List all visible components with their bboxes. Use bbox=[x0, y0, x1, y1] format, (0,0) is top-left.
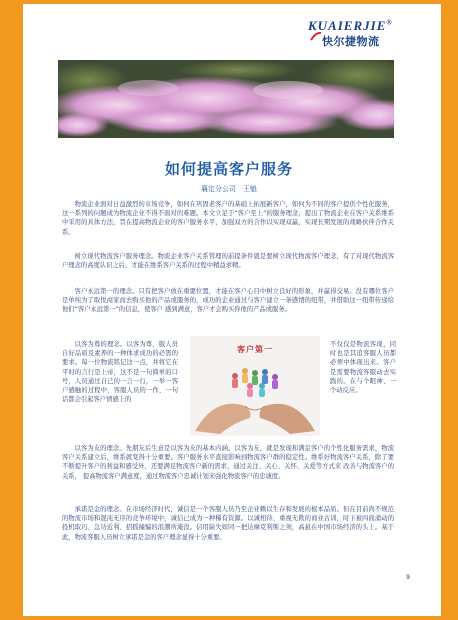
customer-first-photo bbox=[190, 336, 320, 436]
blossom-banner-illustration bbox=[58, 60, 394, 138]
article-paragraph-promise: 承诺是金的理念。在市场经济时代，诚信是一个客服人员乃至企业赖以生存和发展的根本品质。但在目前尚不规范的物流市场和混沌无序的竞争环境中，诚信已成为一种稀有资源。以诚相待、重视无欺的商业古训，时下被四面涌动的投机取巧、急功近利、招摇撞骗的浪潮所淹没。信用缺失如同一把达摩克利斯之剑，高悬在中国市场经济的头上。基于此，物流客服人员树立承诺是金的客户理念显得十分重要。 bbox=[62, 506, 394, 541]
page-border-right bbox=[441, 0, 458, 620]
article-paragraph-concept: 树立现代物流客户服务理念。物流企业客户关系管理的前提条件就是要树立现代物流客户理念，有了对现代物流客户理念的高度认识之后，才能在维系客户关系的过程中精益求精。 bbox=[62, 253, 394, 270]
page-border-bottom bbox=[0, 616, 458, 620]
page-number: 9 bbox=[406, 574, 410, 581]
article-column-right: 不仅仅是物流客现，同时也是其追客服人员都必须中体现出来。客户是需要物流客服动去实践的。在与个眼神、一个动反应。 bbox=[330, 341, 396, 395]
page-border-left bbox=[0, 0, 23, 620]
article-column-left: 以客为尊的理念。以客为尊，服人员自好品质及素养的一种体求成功的必需的要求。每一位物流铭记这一点，并将它在平时的言行是上帝，这不是一句简单的口号，人员通过自己的一言一行，一举一客户感触的过程中，客服人员的一作、一句话都会引起客户情感上的 bbox=[62, 341, 178, 404]
logo-registered-mark: ® bbox=[386, 18, 393, 27]
company-logo bbox=[308, 18, 418, 48]
logo-swoosh-icon bbox=[310, 30, 322, 42]
logo-brand-word: KUAIERJIE bbox=[308, 18, 387, 33]
photo-caption: 客户第一 bbox=[237, 345, 273, 354]
article-title: 如何提高客户服务 bbox=[164, 160, 293, 178]
article-paragraph-intro: 物流企业面对日益激烈的市场竞争，如何在巩固老客户的基础上拓展新客户，如何为不同的客户提供个性化服务，这一系列的问题成为物流企业不得不面对的难题。本文立足于“客户至上”的服务理念，提出了物流企业在客户关系维系中采用的具体方法，旨在提高物流企业的客户服务水平，加强双方的合作以实现双赢，实现长期发展的战略伙伴合作关系。 bbox=[62, 201, 394, 236]
logo-chinese-name: 快尔捷物流 bbox=[322, 35, 380, 48]
article-author: 襄定分公司 王魁 bbox=[201, 185, 257, 193]
article-paragraph-customer-first: 客户永远第一的理念。只有把客户放在重要位置，才能在客户心目中树立良好的形象，并赢得交易。没有哪位客户是单纯为了取悦商家而去购买他的产品或服务的，成功的企业通过与客户建立一条感情的纽带，并借助这一纽带传递给他们“客户永远第一”的信息，使客户 感到满意，客户才会购买你他的产品或服务。 bbox=[62, 288, 394, 314]
page-border-top bbox=[0, 0, 458, 4]
banner-image bbox=[58, 60, 394, 138]
article-paragraph-friend: 以客为友的理念。先朋友后生意是以客为友的基本内涵。以客为友，就是发现和满足客户的个性化服务需求，物流客户关系建立后，维系就变得十分重要。客户服务水平直接影响到物流客户群的稳定性。维系好物流客户关系，除了要不断提升客户的利益和感受外，还要满足物流客户新的需求，通过关注、关心、关怀、关爱等方式来 改善与物流客户的关系， 提高物流客户满意度，通过物流客户忠诚计划来强化物流客户的忠诚度。 bbox=[62, 445, 394, 480]
